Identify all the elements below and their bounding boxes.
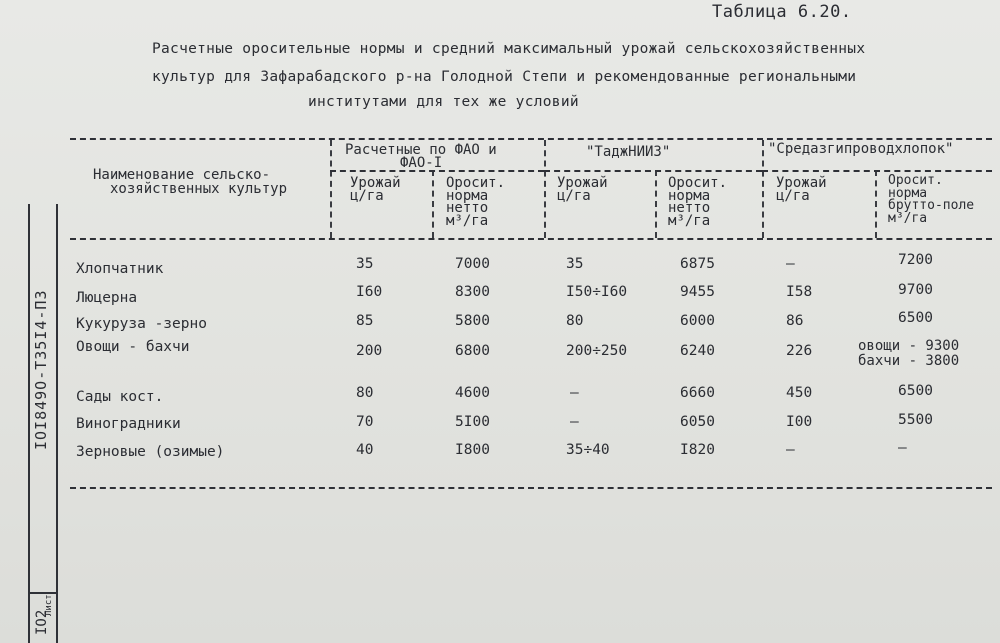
row-4-fao-yield: 200 (356, 343, 383, 359)
group-header-fao-line-1: Расчетные по ФАО и (345, 142, 497, 158)
row-7-tnz-norm: I820 (680, 442, 715, 458)
col-separator-group-1 (330, 140, 332, 238)
row-7-sgv-norm: – (898, 440, 907, 456)
row-1-sgv-norm: 7200 (898, 252, 933, 268)
subheader-fao-norm: Оросит. норма нетто м³/га (446, 175, 506, 229)
row-2-sgv-yield: I58 (786, 284, 813, 300)
row-4-sgv-norm-vegetables: овощи - 9300 (858, 338, 960, 354)
row-7-tnz-yield: 35÷40 (566, 442, 610, 458)
row-2-tnz-norm: 9455 (680, 284, 715, 300)
row-4-tnz-norm: 6240 (680, 343, 715, 359)
row-6-crop: Виноградники (76, 416, 181, 432)
col-separator-group-2 (544, 140, 546, 238)
row-5-sgv-yield: 450 (786, 385, 813, 401)
row-1-tnz-yield: 35 (566, 256, 584, 272)
col-separator-fao-sub (432, 170, 434, 238)
row-5-crop: Сады кост. (76, 389, 164, 405)
row-1-sgv-yield: – (786, 256, 795, 272)
margin-stamp-divider (28, 204, 30, 643)
group-header-sredazgiprovodkhlopok: "Средазгипроводхлопок" (768, 141, 954, 157)
row-5-tnz-yield: – (570, 385, 579, 401)
row-6-fao-norm: 5I00 (455, 414, 490, 430)
row-2-sgv-norm: 9700 (898, 282, 933, 298)
row-3-tnz-norm: 6000 (680, 313, 715, 329)
subheader-sgv-norm: Оросит. норма брутто-поле м³/га (888, 173, 975, 226)
crop-column-header-line-2: хозяйственных культур (110, 181, 288, 197)
group-header-fao-line-2: ФАО-I (400, 155, 443, 171)
row-1-fao-norm: 7000 (455, 256, 490, 272)
row-3-crop: Кукуруза -зерно (76, 316, 207, 332)
row-4-tnz-yield: 200÷250 (566, 343, 628, 359)
row-4-sgv-norm-melons: бахчи - 3800 (858, 353, 960, 369)
row-1-fao-yield: 35 (356, 256, 374, 272)
row-3-sgv-norm: 6500 (898, 310, 933, 326)
header-bottom-rule (70, 238, 992, 240)
table-top-rule (70, 138, 992, 140)
title-line-1: Расчетные оросительные нормы и средний максимальный урожай сельскохозяйственных (152, 41, 866, 57)
row-6-tnz-yield: – (570, 414, 579, 430)
row-2-fao-norm: 8300 (455, 284, 490, 300)
subheader-sgv-yield: Урожай ц/га (776, 175, 827, 204)
margin-sheet-number: IO2 (34, 609, 50, 635)
row-2-crop: Люцерна (76, 290, 138, 306)
row-6-sgv-yield: I00 (786, 414, 813, 430)
row-6-fao-yield: 70 (356, 414, 374, 430)
table-number: Таблица 6.20. (712, 2, 852, 22)
row-4-fao-norm: 6800 (455, 343, 490, 359)
col-separator-tnz-sub (655, 170, 657, 238)
margin-document-code: IOI849O-ТЗ5I4-ПЗ (32, 289, 50, 450)
group-underline-sgv (762, 170, 992, 172)
group-underline-tnz (544, 170, 762, 172)
row-1-tnz-norm: 6875 (680, 256, 715, 272)
row-5-fao-yield: 80 (356, 385, 374, 401)
row-1-crop: Хлопчатник (76, 261, 164, 277)
row-2-tnz-yield: I50÷I60 (566, 284, 628, 300)
row-5-fao-norm: 4600 (455, 385, 490, 401)
row-7-sgv-yield: – (786, 442, 795, 458)
row-2-fao-yield: I60 (356, 284, 383, 300)
col-separator-sgv-sub (875, 170, 877, 238)
row-4-sgv-yield: 226 (786, 343, 813, 359)
subheader-tnz-yield: Урожай ц/га (557, 175, 608, 204)
row-6-tnz-norm: 6050 (680, 414, 715, 430)
row-3-sgv-yield: 86 (786, 313, 804, 329)
table-bottom-rule (70, 487, 992, 489)
row-6-sgv-norm: 5500 (898, 412, 933, 428)
row-3-tnz-yield: 80 (566, 313, 584, 329)
row-7-fao-yield: 40 (356, 442, 374, 458)
row-3-fao-yield: 85 (356, 313, 374, 329)
subheader-fao-yield: Урожай ц/га (350, 175, 401, 204)
title-line-3: институтами для тех же условий (308, 94, 579, 110)
row-7-fao-norm: I800 (455, 442, 490, 458)
title-line-2: культур для Зафарабадского р-на Голодной Степи и рекомендованные региональными (152, 69, 857, 85)
row-4-crop: Овощи - бахчи (76, 339, 190, 355)
subheader-tnz-norm: Оросит. норма нетто м³/га (668, 175, 728, 229)
group-header-tadzhniiz: "ТаджНИИЗ" (586, 144, 671, 160)
crop-column-header-line-1: Наименование сельско- (93, 167, 271, 183)
margin-sheet-label: Лист (44, 594, 54, 616)
row-3-fao-norm: 5800 (455, 313, 490, 329)
row-7-crop: Зерновые (озимые) (76, 444, 225, 460)
row-5-tnz-norm: 6660 (680, 385, 715, 401)
col-separator-group-3 (762, 140, 764, 238)
row-5-sgv-norm: 6500 (898, 383, 933, 399)
